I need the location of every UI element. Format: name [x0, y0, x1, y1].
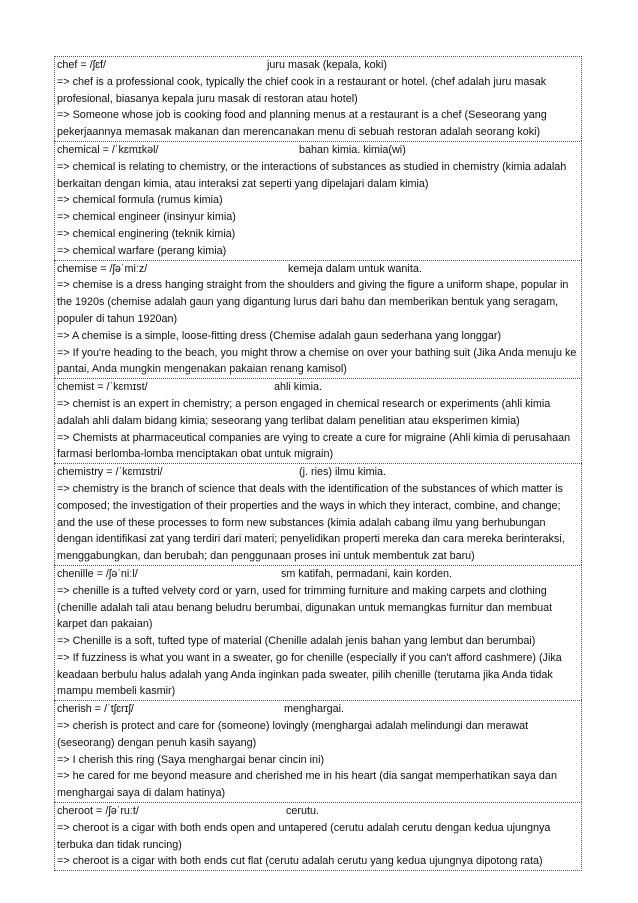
- headword-pronunciation: chenille = /ʃəˈniːl/: [57, 567, 138, 580]
- glossary-entry: [54, 463, 582, 565]
- definition-line: => chemical warfare (perang kimia): [57, 244, 227, 257]
- translation: juru masak (kepala, koki): [267, 59, 388, 71]
- headword-pronunciation: chemist = /ˈkɛmɪst/: [57, 381, 148, 394]
- glossary-entry: [54, 700, 582, 802]
- definition-line: => chemical engineer (insinyur kimia): [57, 211, 236, 224]
- definition-line: => chemical is relating to chemistry, or the interactions of substances as studied in chemistry (kimia adalah berkaitan dengan kimia, atau interaksi zat seperti yang dipelajari dalam kimia): [57, 160, 567, 190]
- translation: kemeja dalam untuk wanita.: [288, 262, 422, 275]
- glossary-entry: [54, 56, 582, 141]
- glossary-entry: [54, 378, 582, 463]
- glossary-entry: [54, 141, 582, 260]
- translation: bahan kimia. kimia(wi): [299, 143, 406, 156]
- entry-header: [57, 566, 580, 583]
- definition-line: => A chemise is a simple, loose-fitting dress (Chemise adalah gaun sederhana yang longgar): [57, 329, 502, 342]
- glossary-entry: [54, 565, 582, 700]
- headword-pronunciation: chemistry = /ˈkɛmɪstri/: [57, 466, 163, 479]
- glossary-table: [54, 56, 582, 871]
- entry-header: [57, 803, 580, 820]
- definition-line: => cheroot is a cigar with both ends cut flat (cerutu adalah cerutu yang kedua ujungnya dipotong rata): [57, 855, 543, 868]
- definition-line: => If you're heading to the beach, you might throw a chemise on over your bathing suit (Jika Anda menuju ke pantai, Anda mungkin mengenakan pakaian renang kamisol): [57, 346, 577, 376]
- headword-pronunciation: chemise = /ʃəˈmiːz/: [57, 262, 148, 275]
- headword-pronunciation: cherish = /ˈtʃɛrɪʃ/: [57, 703, 134, 716]
- entry-header: [57, 261, 580, 278]
- definition-line: => cheroot is a cigar with both ends open and untapered (cerutu adalah cerutu dengan kedua ujungnya terbuka dan tidak runcing): [57, 821, 551, 851]
- definition-line: => chemical formula (rumus kimia): [57, 194, 223, 207]
- headword-pronunciation: chef = /ʃɛf/: [57, 59, 107, 71]
- definition-line: => I cherish this ring (Saya menghargai benar cincin ini): [57, 753, 325, 766]
- entry-header: [57, 464, 580, 481]
- translation: ahli kimia.: [274, 381, 323, 394]
- headword-pronunciation: chemical = /ˈkɛmɪkəl/: [57, 143, 159, 156]
- glossary-entry: [54, 260, 582, 379]
- definition-line: => chef is a professional cook, typically the chief cook in a restaurant or hotel. (chef adalah juru masak profesional, biasanya kepala juru masak di restoran atau hotel): [57, 75, 547, 105]
- definition-line: => If fuzziness is what you want in a sweater, go for chenille (especially if you can't afford cashmere) (Jika keadaan berbulu halus adalah yang Anda inginkan pada sweater, pilih chenille (terutama jika Anda tidak mampu membeli kasmir): [57, 651, 562, 698]
- entry-header: [57, 142, 580, 159]
- definition-line: => chemist is an expert in chemistry; a person engaged in chemical research or experiments (ahli kimia adalah ahli dalam bidang kimia; seseorang yang terlibat dalam penelitian atau eksperimen kimia): [57, 397, 551, 427]
- definition-line: => Chenille is a soft, tufted type of material (Chenille adalah jenis bahan yang lembut dan berumbai): [57, 635, 536, 648]
- translation: cerutu.: [286, 805, 320, 818]
- translation: menghargai.: [284, 703, 345, 716]
- translation: (j. ries) ilmu kimia.: [299, 466, 386, 479]
- headword-pronunciation: cheroot = /ʃəˈruːt/: [57, 805, 139, 818]
- glossary-entry: [54, 802, 582, 871]
- definition-line: => chenille is a tufted velvety cord or yarn, used for trimming furniture and making carpets and clothing (chenille adalah tali atau benang beludru berumbai, digunakan untuk memangkas furnitur dan membuat karpet dan pakaian): [57, 584, 553, 631]
- definition-line: => he cared for me beyond measure and cherished me in his heart (dia sangat memperhatikan saya dan menghargai saya di dalam hatinya): [57, 770, 557, 800]
- entry-header: [57, 379, 580, 396]
- definition-line: => chemistry is the branch of science that deals with the identification of the substances of which matter is composed; the investigation of their properties and the ways in which they interact, combine, and change; and the use of these processes to form new substances (kimia adalah cabang ilmu yang berhubungan dengan identifikasi zat yang terdiri dari materi; penyelidikan properti mereka dan cara mereka berinteraksi, menggabungkan, dan berubah; dan penggunaan proses ini untuk membentuk zat baru): [57, 482, 565, 563]
- entry-header: [57, 701, 580, 718]
- translation: sm katifah, permadani, kain korden.: [281, 567, 453, 580]
- definition-line: => chemical enginering (teknik kimia): [57, 227, 236, 240]
- definition-line: => chemise is a dress hanging straight from the shoulders and giving the figure a uniform shape, popular in the 1920s (chemise adalah gaun yang digantung lurus dari bahu dan memberikan bentuk yang seragam, populer di tahun 1920an): [57, 279, 569, 325]
- definition-line: => cherish is protect and care for (someone) lovingly (menghargai adalah melindungi dan merawat (seseorang) dengan penuh kasih sayang): [57, 720, 529, 749]
- entry-header: [57, 57, 580, 74]
- definition-line: => Chemists at pharmaceutical companies are vying to create a cure for migraine (Ahli kimia di perusahaan farmasi berlomba-lomba menciptakan obat untuk migrain): [57, 431, 571, 461]
- definition-line: => Someone whose job is cooking food and planning menus at a restaurant is a chef (Seseorang yang pekerjaannya memasak makanan dan merencanakan menu di sebuah restoran adalah seorang koki): [57, 109, 547, 139]
